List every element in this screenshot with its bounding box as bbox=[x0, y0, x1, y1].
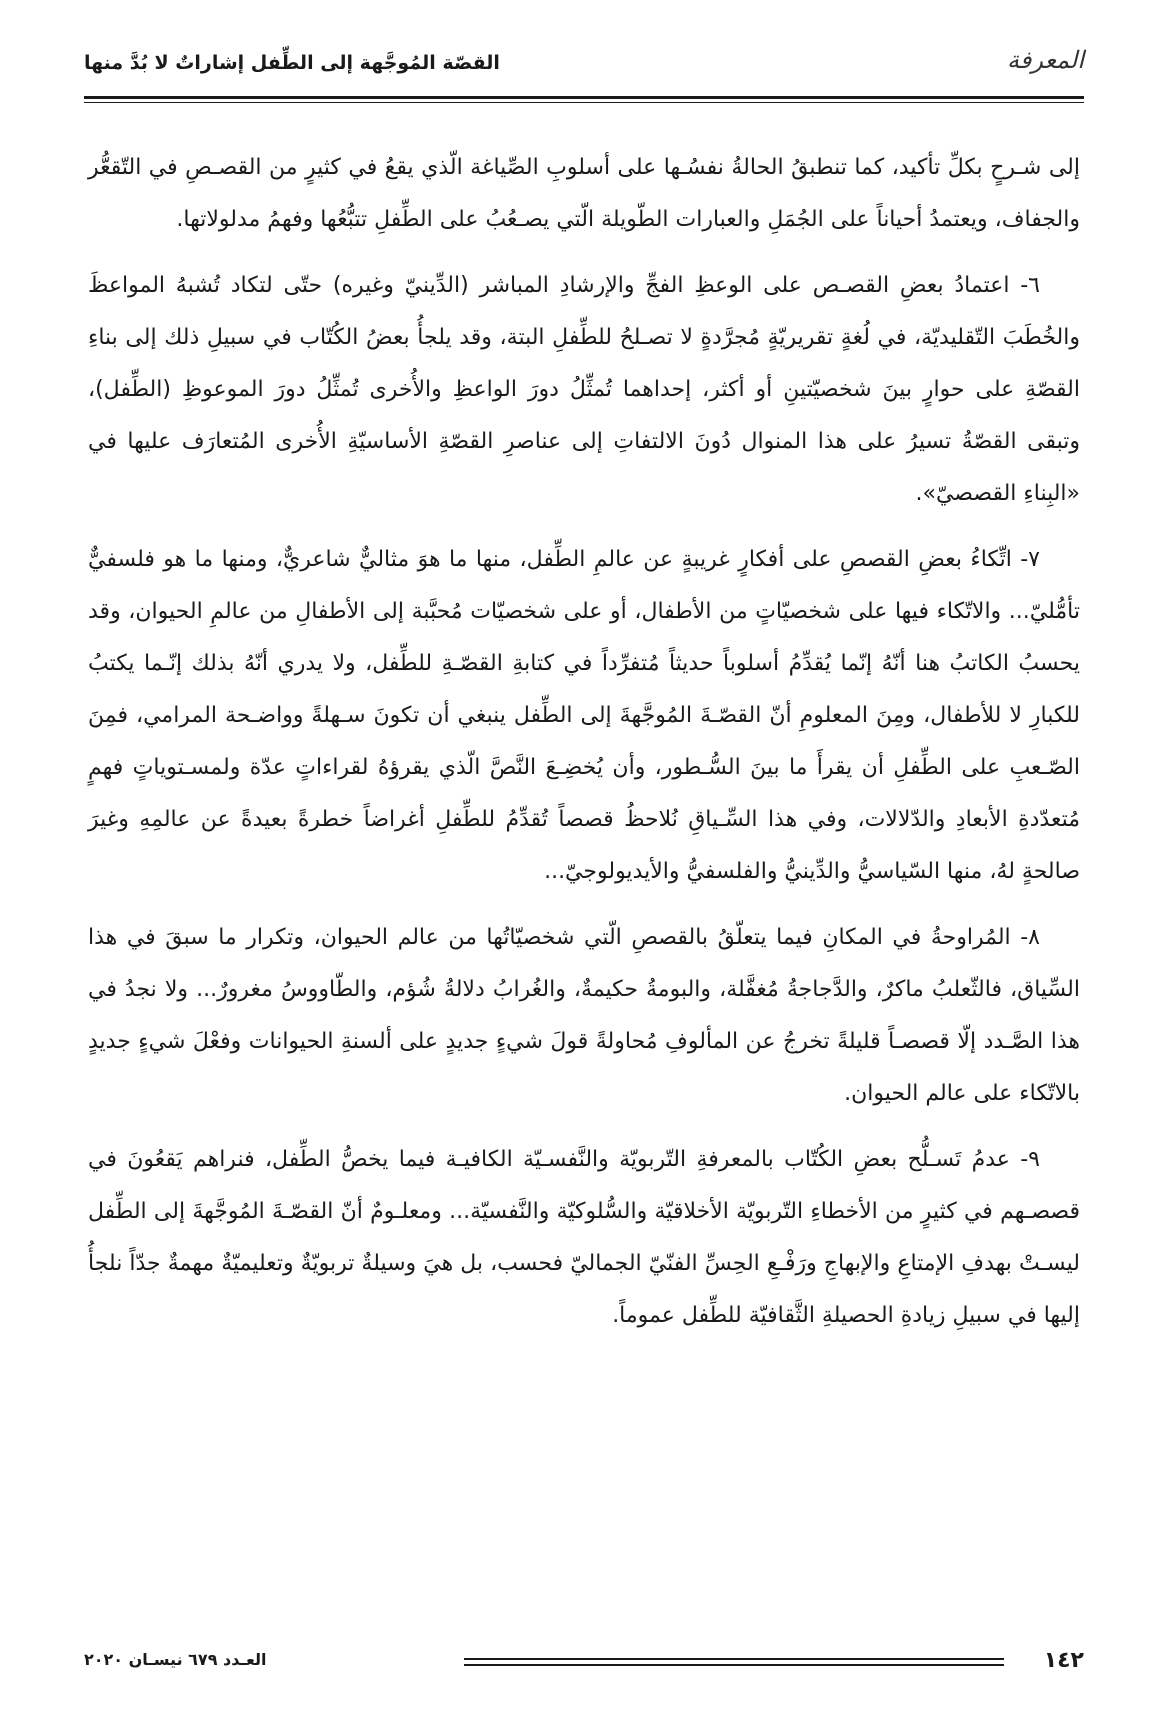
paragraph-item-9: ٩- عدمُ تَسـلُّح بعضِ الكُتّاب بالمعرفةِ التّربويّة والنَّفسـيّة الكافيـة فيما يخصُّ الطِّفل، فنراهم يَقعُونَ في قصصـهم في كثيرٍ من الأخطاءِ التّربويّة الأخلاقيّة والسُّلوكيّة والنَّفسيّة... ومعلـومٌ أنّ القصّـةَ المُوجَّهةَ إلى الطِّفل ليسـتْ بهدفِ الإمتاعِ والإبهاجِ ورَفْـعِ الحِسِّ الفنّيّ الجماليّ فحسب، بل هيَ وسيلةٌ تربويّةٌ وتعليميّةٌ مهمةٌ جدّاً نلجأُ إليها في سبيلِ زيادةِ الحصيلةِ الثَّقافيّة للطِّفل عموماً. bbox=[88, 1147, 1080, 1328]
paragraph-continuation: إلى شـرحٍ بكلِّ تأكيد، كما تنطبقُ الحالةُ نفسُـها على أسلوبِ الصِّياغة الّذي يقعُ في كثيرٍ من القصـصِ في التّقعُّر والجفاف، ويعتمدُ أحياناً على الجُمَلِ والعبارات الطّويلة الّتي يصـعُبُ على الطِّفلِ تتبُّعُها وفهمُ مدلولاتها. bbox=[88, 155, 1080, 232]
running-title: القصّة المُوجَّهة إلى الطِّفل إشاراتٌ لا بُدَّ منها bbox=[84, 52, 500, 74]
footer-rule bbox=[464, 1658, 1004, 1660]
article-body bbox=[88, 142, 1080, 1356]
footer-rule-second bbox=[464, 1664, 1004, 1666]
paragraph-item-6: ٦- اعتمادُ بعضِ القصـص على الوعظِ الفجِّ والإرشادِ المباشر (الدِّينيّ وغيره) حتّى لتكاد تُشبهُ المواعظَ والخُطَبَ التّقليديّة، في لُغةٍ تقريريّةٍ مُجرَّدةٍ لا تصـلحُ للطِّفلِ البتة، وقد يلجأُ بعضُ الكُتّاب في سبيلِ ذلك إلى بناءِ القصّةِ على حوارٍ بينَ شخصيّتينِ أو أكثر، إحداهما تُمثِّلُ دورَ الواعظِ والأُخرى تُمثِّلُ دورَ الموعوظِ (الطِّفل)، وتبقى القصّةُ تسيرُ على هذا المنوال دُونَ الالتفاتِ إلى عناصرِ القصّةِ الأساسيّةِ الأُخرى المُتعارَف عليها في «البِناءِ القصصيّ». bbox=[88, 273, 1080, 506]
paragraph-item-7: ٧- اتِّكاءُ بعضِ القصصِ على أفكارٍ غريبةٍ عن عالمِ الطِّفل، منها ما هوَ مثاليٌّ شاعريٌّ، ومنها ما هو فلسفيٌّ تأمُّليّ... والاتّكاء فيها على شخصيّاتٍ من الأطفال، أو على شخصيّات مُحبَّبة إلى الأطفالِ من عالمِ الحيوان، وقد يحسبُ الكاتبُ هنا أنّهُ إنّما يُقدِّمُ أسلوباً حديثاً مُتفرِّداً في كتابةِ القصّـةِ للطِّفل، ولا يدري أنّهُ بذلك إنّـما يكتبُ للكبارِ لا للأطفال، ومِنَ المعلومِ أنّ القصّـةَ المُوجَّهةَ إلى الطِّفل ينبغي أن تكونَ سـهلةً وواضـحة المرامي، فمِنَ الصّـعبِ على الطِّفلِ أن يقرأَ ما بينَ السُّـطور، وأن يُخضِـعَ النَّصَّ الّذي يقرؤهُ لقراءاتٍ عدّة ولمسـتوياتٍ فهمٍ مُتعدّدةِ الأبعادِ والدّلالات، وفي هذا السِّـياقِ نُلاحظُ قصصاً تُقدِّمُ للطِّفلِ أغراضاً خطرةً بعيدةً عن عالمِهِ وغيرَ صالحةٍ لهُ، منها السّياسيُّ والدِّينيُّ والفلسفيُّ والأيديولوجيّ... bbox=[88, 547, 1080, 884]
issue-info: العـدد ٦٧٩ نيسـان ٢٠٢٠ bbox=[84, 1650, 267, 1669]
paragraph-item-8: ٨- المُراوحةُ في المكانِ فيما يتعلّقُ بالقصصِ الّتي شخصيّاتُها من عالم الحيوان، وتكرار ما سبقَ في هذا السِّياق، فالثّعلبُ ماكرٌ، والدَّجاجةُ مُغفَّلة، والبومةُ حكيمةٌ، والغُرابُ دلالةُ شُؤم، والطّاووسُ مغرورٌ... ولا نجدُ في هذا الصَّـدد إلّا قصصـاً قليلةً تخرجُ عن المألوفِ مُحاولةً قولَ شيءٍ جديدٍ على ألسنةِ الحيوانات وفعْلَ شيءٍ جديدٍ بالاتّكاء على عالم الحيوان. bbox=[88, 925, 1080, 1106]
page-number: ١٤٢ bbox=[1043, 1648, 1084, 1673]
page-header bbox=[84, 44, 1084, 88]
page-footer bbox=[84, 1648, 1084, 1678]
header-rule bbox=[84, 96, 1084, 99]
journal-logo: المعرفة bbox=[1006, 46, 1084, 74]
header-rule-thin bbox=[84, 102, 1084, 103]
